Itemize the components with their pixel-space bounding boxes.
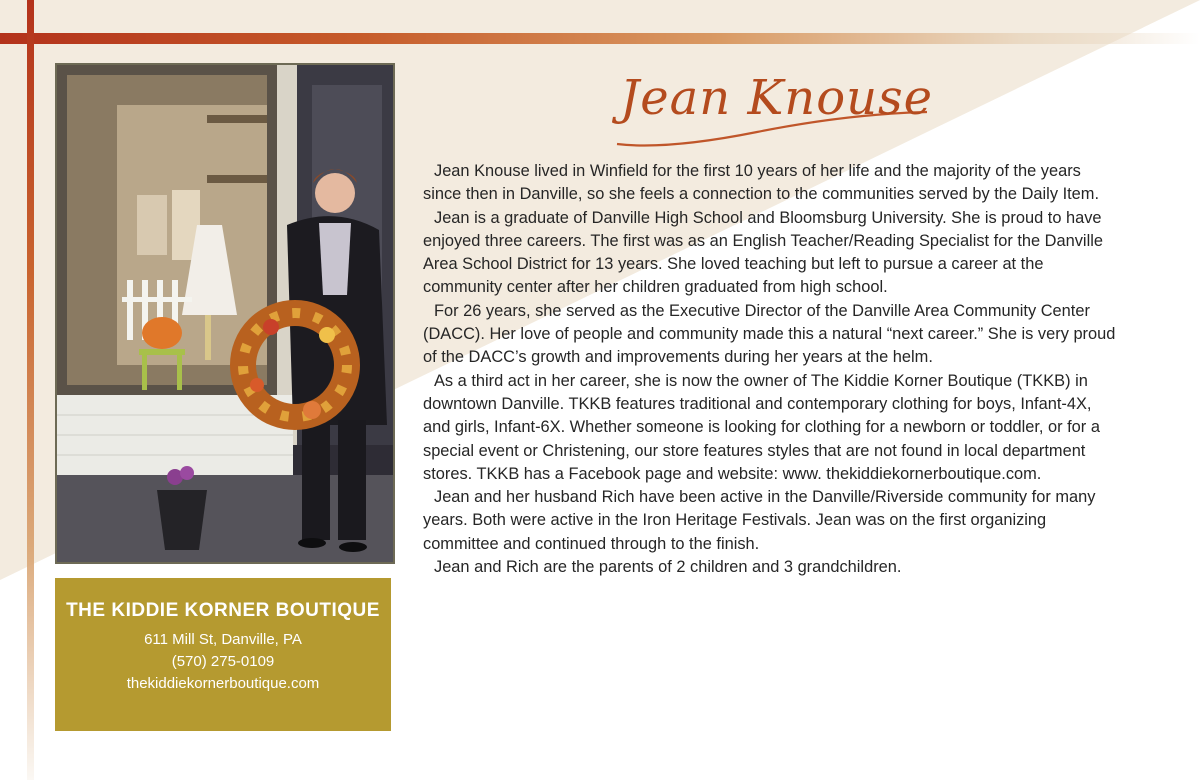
biography-text	[423, 160, 1123, 579]
decorative-horizontal-rule	[0, 33, 1200, 44]
bio-paragraph-5: Jean and her husband Rich have been active in the Danville/Riverside community for many years. Both were active in the Iron Heritage Festivals. Jean was on the first organizing committee and continued through to the finish.	[423, 488, 1096, 553]
business-name: THE KIDDIE KORNER BOUTIQUE	[66, 600, 380, 621]
bio-paragraph-1: Jean Knouse lived in Winfield for the first 10 years of her life and the majority of the years since then in Danville, so she feels a connection to the communities served by the Daily Item.	[423, 162, 1100, 204]
bio-paragraph-3: For 26 years, she served as the Executive Director of the Danville Area Community Center (DACC). Her love of people and community made this a natural “next career.” She is very proud of the DACC’s growth and improvements during her years at the helm.	[423, 301, 1116, 367]
bio-paragraph-6: Jean and Rich are the parents of 2 children and 3 grandchildren.	[434, 558, 902, 577]
portrait-photo	[55, 63, 395, 564]
bio-paragraph-2: Jean is a graduate of Danville High School and Bloomsburg University. She is proud to have enjoyed three careers. The first was as an English Teacher/Reading Specialist for the Danville Area School District for 13 years. She loved teaching but left to pursue a career at the community center after her children graduated from high school.	[423, 208, 1103, 297]
article-headline: Jean Knouse	[620, 70, 934, 126]
portrait-illustration	[57, 65, 393, 562]
business-address: 611 Mill St, Danville, PA	[144, 631, 302, 648]
business-phone: (570) 275-0109	[171, 653, 275, 670]
business-website: thekiddiekornerboutique.com	[126, 675, 320, 692]
decorative-vertical-rule	[27, 0, 34, 780]
business-info-box	[55, 578, 391, 731]
bio-paragraph-4: As a third act in her career, she is now the owner of The Kiddie Korner Boutique (TKKB) in downtown Danville. TKKB features traditional and contemporary clothing for boys, Infant-4X, and girls, Infant-6X. Whether someone is looking for clothing for a newborn or toddler, or for a special event or Christening, our store features styles that are not found in local department stores. TKKB has a Facebook page and website: www. thekiddiekornerboutique.com.	[423, 371, 1100, 483]
